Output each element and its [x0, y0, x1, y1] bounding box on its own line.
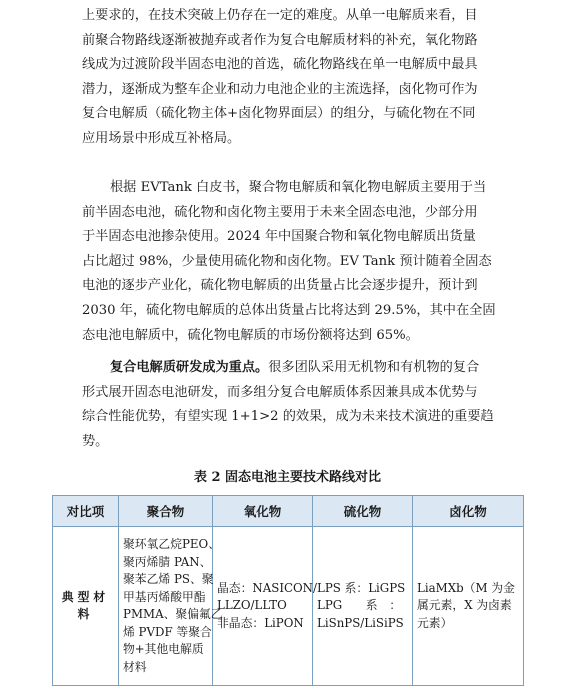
header-compare-item: 对比项: [53, 496, 119, 527]
cell-line: PMMA、聚偏氟乙: [123, 607, 223, 621]
paragraph-evtank: [82, 176, 502, 348]
text-line: 于半固态电池掺杂使用。2024 年中国聚合物和氧化物电解质出货量: [82, 229, 476, 245]
text-line: 复合电解质（硫化物主体+卤化物界面层）的组分，与硫化物在不同: [82, 106, 476, 122]
cell-line: LLZO/LLTO: [217, 598, 287, 613]
cell-line: 聚丙烯腈 PAN、: [123, 554, 212, 569]
text-line: 根据 EVTank 白皮书，聚合物电解质和氧化物电解质主要用于当: [110, 180, 487, 195]
header-sulfide: 硫化物: [313, 496, 413, 527]
cell-line: 非晶态：LiPON: [217, 615, 304, 630]
cell-line: LPS 系：LiGPS: [317, 580, 406, 595]
table-header-row: [53, 496, 524, 527]
header-polymer: 聚合物: [119, 496, 213, 527]
cell-line: 属元素，X 为卤素: [417, 598, 512, 613]
cell-line: 烯 PVDF 等聚合: [123, 624, 212, 639]
cell-sulfide-materials: [313, 527, 413, 686]
cell-line: LPG 系 ：: [317, 598, 402, 613]
text-line: 潜力，逐渐成为整车企业和动力电池企业的主流选择，卤化物可作为: [82, 81, 478, 97]
text-line: 势。: [82, 433, 109, 449]
text-line: 前聚合物路线逐渐被抛弃或者作为复合电解质材料的补充，氧化物路: [82, 32, 478, 48]
text-line: 应用场景中形成互补格局。: [82, 130, 241, 146]
table-row: [53, 527, 524, 686]
text-line: 2030 年，硫化物电解质的总体出货量占比将达到 29.5%，其中在全固: [82, 302, 496, 318]
row-label-typical-materials: 典型材料: [53, 527, 119, 686]
text-line: 形式展开固态电池研发，而多组分复合电解质体系因兼具成本优势与: [82, 384, 478, 400]
text-line: 前半固态电池，硫化物和卤化物主要用于未来全固态电池，少部分用: [82, 204, 478, 220]
bold-lead: 复合电解质研发成为重点。: [110, 360, 269, 375]
route-comparison-table: [52, 495, 524, 686]
text-line: 占比超过 98%，少量使用硫化物和卤化物。EV Tank 预计随着全固态: [82, 253, 492, 269]
text-line: 线成为过渡阶段半固态电池的首选，硫化物路线在单一电解质中最具: [82, 57, 478, 73]
cell-line: 甲基丙烯酸甲酯: [123, 589, 206, 604]
cell-line: 晶态：NASICON/: [217, 580, 317, 595]
cell-line: 聚苯乙烯 PS、聚: [123, 572, 214, 586]
paragraph-composite: [82, 356, 502, 454]
text-line: 上要求的，在技术突破上仍存在一定的难度。从单一电解质来看，目: [82, 8, 478, 23]
text-line-rest: 很多团队采用无机物和有机物的复合: [268, 360, 480, 375]
cell-polymer-materials: [119, 527, 223, 686]
table-caption: 表 2 固态电池主要技术路线对比: [193, 470, 382, 485]
header-halide: 卤化物: [413, 496, 524, 527]
cell-line: LiaMXb（M 为金: [417, 580, 515, 595]
paragraph-route-analysis: [82, 4, 502, 152]
cell-line: 聚环氧乙烷PEO、: [123, 537, 221, 551]
text-line: [82, 356, 502, 381]
text-line: 电池的逐步产业化，硫化物电解质的出货量占比会逐步提升，预计到: [82, 278, 478, 294]
header-oxide: 氧化物: [213, 496, 313, 527]
cell-oxide-materials: [213, 527, 317, 686]
text-line: 综合性能优势，有望实现 1+1>2 的效果，成为未来技术演进的重要趋: [82, 409, 494, 425]
cell-line: LiSnPS/LiSiPS: [317, 615, 404, 630]
cell-line: 元素）: [417, 615, 453, 630]
cell-line: 材料: [123, 659, 147, 674]
cell-halide-materials: [413, 527, 524, 686]
cell-line: 物+其他电解质: [123, 642, 204, 656]
text-line: 态电池电解质中，硫化物电解质的市场份额将达到 65%。: [82, 327, 419, 343]
